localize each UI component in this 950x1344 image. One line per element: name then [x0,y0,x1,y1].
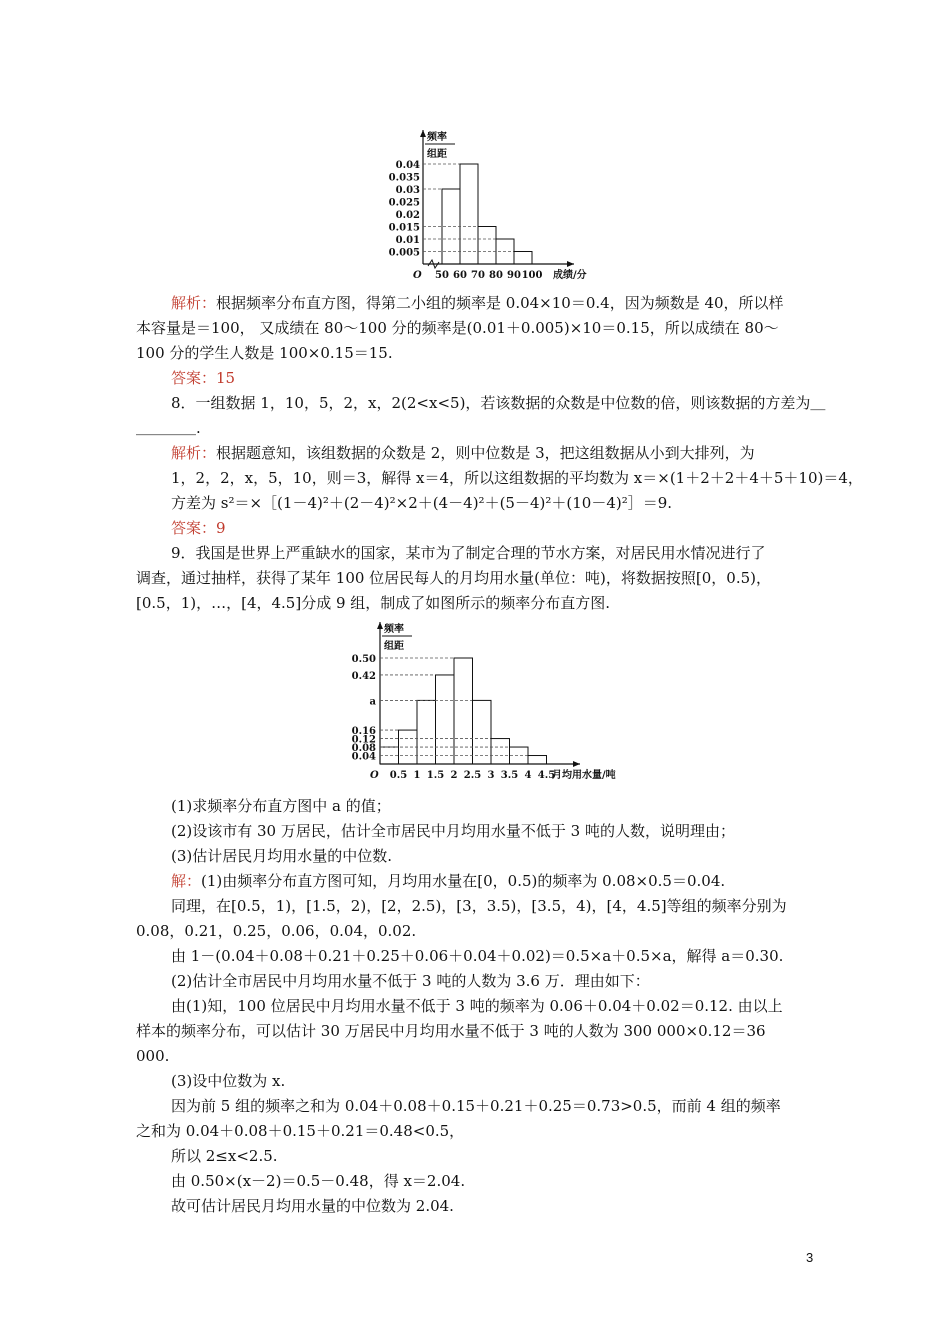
question-9-part-1: (1)求频率分布直方图中 a 的值； [171,797,391,815]
y-axis-arrow [377,622,383,629]
x-axis-label: 成绩/分 [553,270,587,281]
question-9-part-2: (2)设该市有 30 万居民，估计全市居民中月均用水量不低于 3 吨的人数，说明理由； [171,822,735,840]
y-axis-label-denominator: 组距 [384,641,404,652]
histogram-water-usage [340,616,640,786]
y-tick-label: 0.02 [395,210,420,221]
solution-9-line-11: 之和为 0.04＋0.08＋0.15＋0.21＝0.48<0.5， [136,1122,465,1140]
question-8-line-2: ＿＿＿＿. [136,419,201,437]
solution-9-line-12: 所以 2≤x<2.5. [171,1147,278,1165]
question-9-line-2: 调查，通过抽样，获得了某年 100 位居民每人的月均用水量(单位：吨)，将数据按照[0，0.5)， [136,569,771,587]
y-tick-label: 0.42 [351,670,376,682]
y-tick-label: 0.025 [388,197,420,209]
x-tick-label: 50 [435,270,449,281]
x-axis-arrow [573,761,580,767]
y-tick-label: 0.015 [388,222,420,234]
x-tick-label: 2 [450,770,458,781]
y-tick-label: 0.12 [351,734,376,746]
question-9-line-3: [0.5，1)，…，[4，4.5]分成 9 组，制成了如图所示的频率分布直方图. [136,594,611,612]
histogram-bar [478,227,496,265]
x-axis-label: 月均用水量/吨 [552,770,616,781]
x-tick-label: 100 [521,270,543,281]
solution-8-line-2: 1，2，2，x，5，10，则＝3，解得 x＝4，所以这组数据的平均数为 x＝×(1＋2＋2＋4＋5＋10)＝4， [171,469,863,487]
x-tick-label: 80 [489,270,503,281]
y-tick-label: 0.005 [388,247,420,259]
question-8-line-1: 8．一组数据 1，10，5，2，x，2(2<x<5)，若该数据的众数是中位数的倍，则该数据的方差为＿ [171,394,826,412]
solution-8-line-3: 方差为 s²＝×［(1－4)²＋(2－4)²×2＋(4－4)²＋(5－4)²＋(10－4)²］＝9. [171,494,673,512]
solution-9-line-7: 样本的频率分布，可以估计 30 万居民中月均用水量不低于 3 吨的人数为 300 000×0.12＝36 [136,1022,766,1040]
histogram-bar [528,756,547,764]
y-tick-label: 0.04 [395,160,420,171]
histogram-bar [436,675,455,764]
x-tick-label: 70 [471,270,485,281]
solution-label: 解析： [171,294,217,312]
histogram-bar [454,658,473,764]
answer-7: 答案：15 [171,369,236,387]
histogram-water-usage-svg [340,616,640,786]
solution-9-line-6: 由(1)知，100 位居民中月均用水量不低于 3 吨的频率为 0.06＋0.04＋0.02＝0.12. 由以上 [171,997,783,1015]
x-tick-label: 0.5 [389,770,408,781]
solution-9-line-14: 故可估计居民月均用水量的中位数为 2.04. [171,1197,454,1215]
solution-7-line-2: 本容量是＝100， 又成绩在 80～100 分的频率是(0.01＋0.005)×10＝0.15，所以成绩在 80～ [136,319,779,337]
solution-9-line-8: 000. [136,1047,170,1065]
x-tick-label: 60 [453,270,467,281]
histogram-scores [378,124,608,284]
x-tick-label: 90 [507,270,521,281]
solution-7-line-1: 解析：根据频率分布直方图，得第二小组的频率是 0.04×10＝0.4，因为频数是 40，所以样 [171,294,784,312]
y-tick-label: 0.16 [351,726,376,738]
x-tick-label: 4 [524,770,532,781]
question-9-line-1: 9．我国是世界上严重缺水的国家，某市为了制定合理的节水方案，对居民用水情况进行了 [171,544,766,562]
solution-9-line-9: (3)设中位数为 x. [171,1072,286,1090]
solution-8-line-1: 解析：根据题意知，该组数据的众数是 2，则中位数是 3，把这组数据从小到大排列，为 [171,444,755,462]
origin-label: O [413,270,422,281]
y-tick-label: 0.035 [388,172,420,184]
solution-9-line-3: 0.08，0.21，0.25，0.06，0.04，0.02. [136,922,417,940]
y-axis-label-numerator: 频率 [427,132,447,143]
solution-9-line-5: (2)估计全市居民中月均用水量不低于 3 吨的人数为 3.6 万．理由如下： [171,972,650,990]
solution-7-line-3: 100 分的学生人数是 100×0.15＝15. [136,344,393,362]
axis-break-mark [428,260,439,268]
solution-9-line-2: 同理，在[0.5，1)，[1.5，2)，[2，2.5)，[3，3.5)，[3.5，4)，[4，4.5]等组的频率分别为 [171,897,787,915]
y-axis-arrow [420,130,426,137]
question-9-part-3: (3)估计居民月均用水量的中位数. [171,847,393,865]
y-axis-label-denominator: 组距 [427,149,447,160]
histogram-bar [473,700,492,764]
x-tick-label: 1 [413,770,421,781]
origin-label: O [370,770,379,781]
y-tick-label: a [369,696,376,708]
solution-9-line-13: 由 0.50×(x－2)＝0.5－0.48，得 x＝2.04. [171,1172,466,1190]
histogram-bar [514,252,532,265]
y-axis-label-numerator: 频率 [384,624,404,635]
page-number: 3 [806,1250,814,1265]
y-tick-label: 0.50 [351,654,376,665]
y-tick-label: 0.01 [395,235,420,246]
x-tick-label: 4.5 [537,770,556,781]
histogram-bar [460,164,478,264]
histogram-scores-svg [378,124,608,284]
x-tick-label: 3 [487,770,495,781]
solution-9-line-10: 因为前 5 组的频率之和为 0.04＋0.08＋0.15＋0.21＋0.25＝0.73>0.5，而前 4 组的频率 [171,1097,781,1115]
x-tick-label: 3.5 [500,770,519,781]
x-tick-label: 2.5 [463,770,482,781]
histogram-bar [491,739,510,764]
x-axis-arrow [567,261,574,267]
y-tick-label: 0.03 [395,185,420,196]
y-tick-label: 0.08 [351,743,376,755]
solution-9-line-4: 由 1－(0.04＋0.08＋0.21＋0.25＋0.06＋0.04＋0.02)＝0.5×a＋0.5×a，解得 a＝0.30. [171,947,784,965]
y-tick-label: 0.04 [351,751,376,763]
answer-8: 答案：9 [171,519,226,537]
histogram-bar [417,700,436,764]
x-tick-label: 1.5 [426,770,445,781]
solution-9-line-1: 解：(1)由频率分布直方图可知，月均用水量在[0，0.5)的频率为 0.08×0.5＝0.04. [171,872,726,890]
